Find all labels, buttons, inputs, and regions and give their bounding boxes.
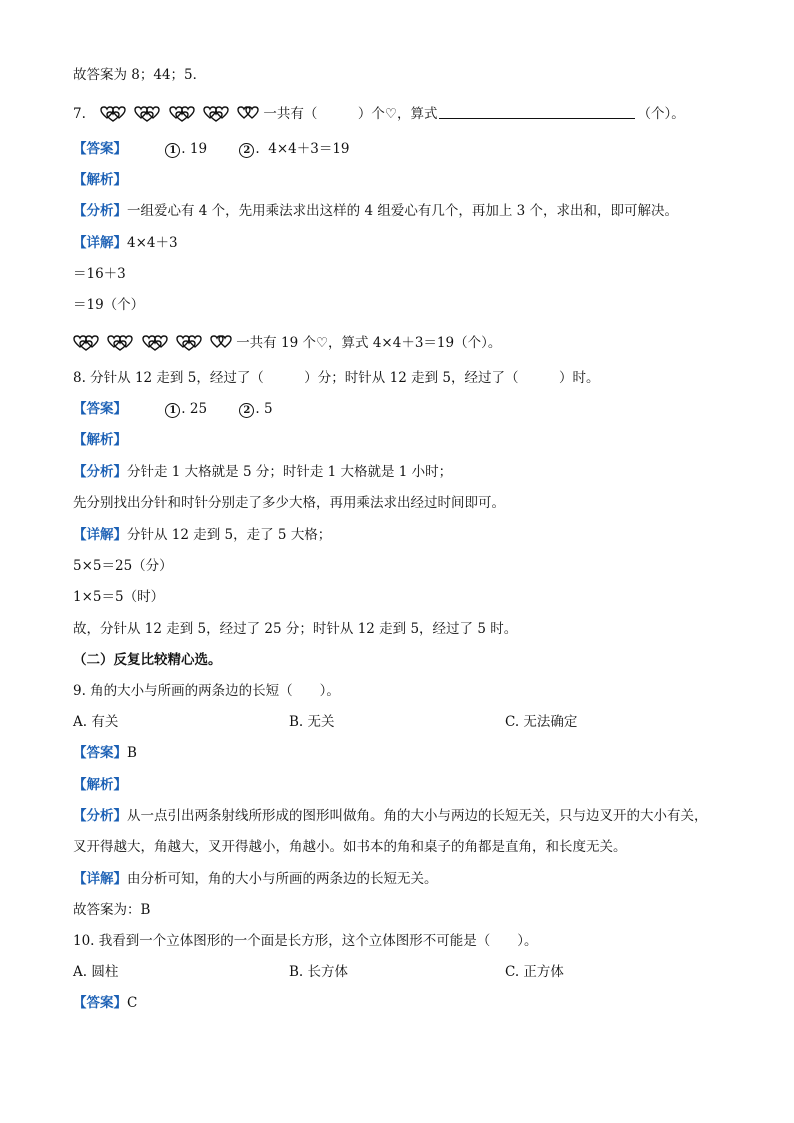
q7-jiexi: 【解析】 xyxy=(73,172,127,188)
q9-fenxi-2: 叉开得越大，角越大，叉开得越小，角越小。如书本的角和桌子的角都是直角，和长度无关。 xyxy=(73,839,627,855)
q10-option-c: C. 正方体 xyxy=(505,964,564,980)
q7-xiangjie: 【详解】4×4＋3 xyxy=(73,235,178,251)
heart-group-icon xyxy=(73,333,99,351)
heart-group-icon xyxy=(134,104,160,122)
heart-group-row xyxy=(100,104,263,127)
q9-option-a: A. 有关 xyxy=(73,714,119,730)
section-heading: （二）反复比较精心选。 xyxy=(73,652,222,668)
q10-option-a: A. 圆柱 xyxy=(73,964,119,980)
circled-number: 1 xyxy=(165,143,180,158)
q9-option-b: B. 无关 xyxy=(289,714,335,730)
q9-final: 故答案为：B xyxy=(73,902,151,918)
q7-fenxi: 【分析】一组爱心有 4 个，先用乘法求出这样的 4 组爱心有几个，再加上 3 个，求出和，即可解决。 xyxy=(73,203,679,219)
q7-step3: ＝19（个） xyxy=(73,297,145,313)
q8-answer: 【答案】 1 . 25 2 . 5 xyxy=(73,401,273,417)
heart-group-icon xyxy=(176,333,202,351)
q8-fenxi-2: 先分别找出分针和时针分别走了多少大格，再用乘法求出经过时间即可。 xyxy=(73,495,505,511)
question-10: 10. 我看到一个立体图形的一个面是长方形，这个立体图形不可能是（ ）。 xyxy=(73,933,538,949)
heart-group-icon xyxy=(203,104,229,122)
q10-option-b: B. 长方体 xyxy=(289,964,349,980)
q8-xiangjie: 【详解】分针从 12 走到 5，走了 5 大格； xyxy=(73,527,332,543)
heart-group-icon xyxy=(169,104,195,122)
question-7: 7. 一共有（ ）个♡，算式 （个）。 xyxy=(73,104,685,127)
heart-group-row xyxy=(73,333,236,356)
heart-group-icon xyxy=(100,104,126,122)
circled-number: 2 xyxy=(239,403,254,418)
q7-answer: 【答案】 1 . 19 2 . 4×4＋3＝19 xyxy=(73,141,350,157)
q8-fenxi: 【分析】分针走 1 大格就是 5 分；时针走 1 大格就是 1 小时； xyxy=(73,464,453,480)
heart-pair-icon xyxy=(210,333,232,351)
answer-line: 故答案为 8；44；5． xyxy=(73,67,207,83)
heart-group-icon xyxy=(142,333,168,351)
q7-conclusion: 一共有 19 个♡，算式 4×4＋3＝19（个）。 xyxy=(73,333,501,356)
q7-step2: ＝16＋3 xyxy=(73,266,126,282)
q10-answer: 【答案】C xyxy=(73,995,138,1011)
question-8: 8. 分针从 12 走到 5，经过了（ ）分；时针从 12 走到 5，经过了（ ）时。 xyxy=(73,370,600,386)
question-9: 9. 角的大小与所画的两条边的长短（ ）。 xyxy=(73,683,340,699)
q9-fenxi: 【分析】从一点引出两条射线所形成的图形叫做角。角的大小与两边的长短无关，只与边叉开的大小有关， xyxy=(73,808,708,824)
q9-answer: 【答案】B xyxy=(73,745,137,761)
q9-option-c: C. 无法确定 xyxy=(505,714,578,730)
q8-step3: 1×5＝5（时） xyxy=(73,589,165,605)
heart-pair-icon xyxy=(237,104,259,122)
q8-jiexi: 【解析】 xyxy=(73,432,127,448)
answer-blank xyxy=(439,105,635,119)
circled-number: 2 xyxy=(239,143,254,158)
circled-number: 1 xyxy=(165,403,180,418)
heart-group-icon xyxy=(107,333,133,351)
q8-step2: 5×5＝25（分） xyxy=(73,558,173,574)
q9-xiangjie: 【详解】由分析可知，角的大小与所画的两条边的长短无关。 xyxy=(73,871,438,887)
q8-conclusion: 故，分针从 12 走到 5，经过了 25 分；时针从 12 走到 5，经过了 5 时。 xyxy=(73,621,518,637)
q9-jiexi: 【解析】 xyxy=(73,777,127,793)
